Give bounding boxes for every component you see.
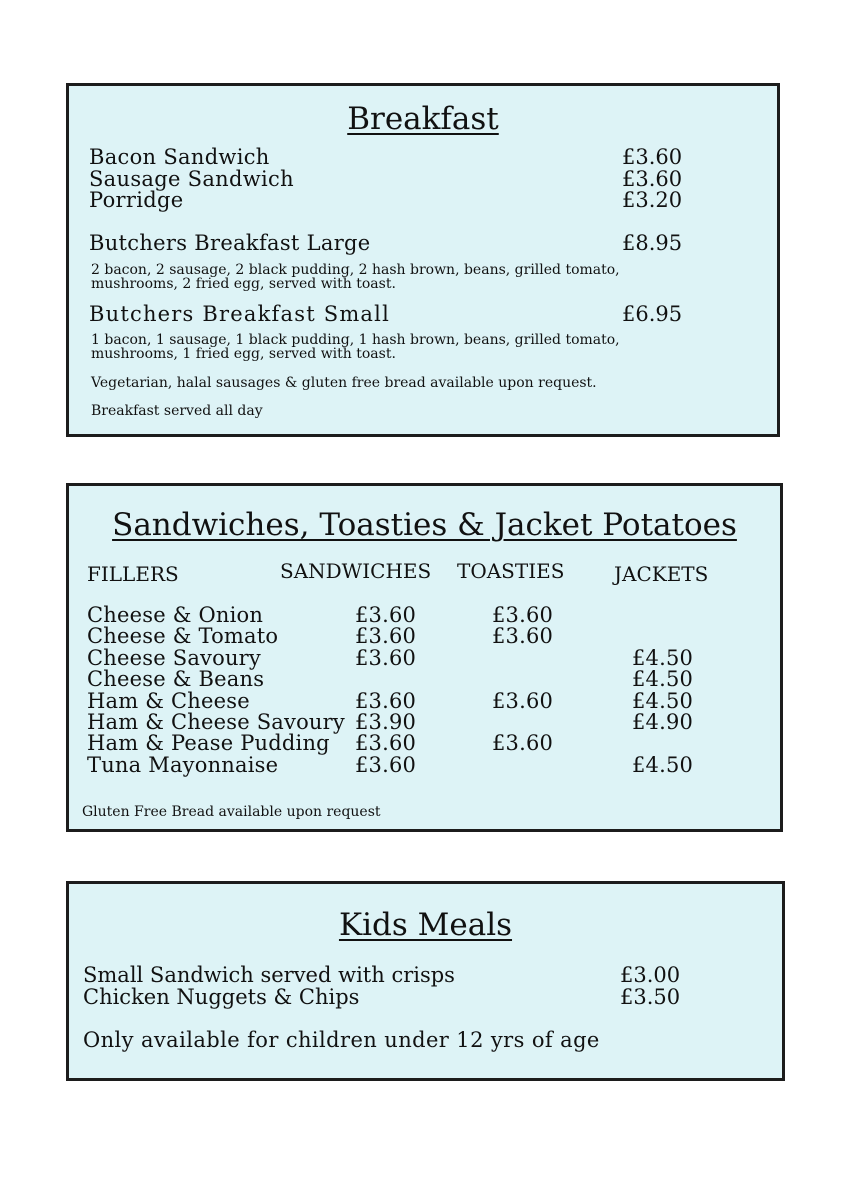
jacket-price: £4.50	[632, 752, 694, 777]
filler-name: Cheese & Onion	[87, 603, 264, 627]
filler-name: Ham & Pease Pudding	[87, 731, 330, 756]
gluten-free-note: Gluten Free Bread available upon request	[82, 804, 381, 820]
filler-name: Ham & Cheese	[87, 688, 250, 713]
menu-item-name: Chicken Nuggets & Chips	[83, 985, 360, 1009]
serving-note: Breakfast served all day	[91, 403, 263, 419]
column-header-sandwiches: SANDWICHES	[280, 559, 432, 583]
menu-item-name: Sausage Sandwich	[89, 167, 294, 191]
sandwich-price: £3.60	[355, 731, 417, 756]
breakfast-title: Breakfast	[347, 101, 499, 137]
toastie-price: £3.60	[492, 731, 554, 756]
toastie-price: £3.60	[492, 624, 554, 649]
jacket-price: £4.50	[632, 667, 694, 692]
small-breakfast-name: Butchers Breakfast Small	[89, 302, 390, 326]
column-header-jackets: JACKETS	[614, 562, 709, 586]
age-restriction-note: Only available for children under 12 yrs of age	[83, 1028, 600, 1052]
sandwiches-panel	[66, 483, 783, 832]
kids-meals-panel	[66, 881, 785, 1081]
sandwich-price: £3.60	[355, 688, 417, 713]
menu-item-price: £3.60	[622, 167, 683, 191]
sandwich-price: £3.60	[355, 752, 417, 777]
sandwich-price: £3.60	[355, 603, 417, 627]
large-breakfast-price: £8.95	[622, 231, 683, 255]
menu-item-name: Small Sandwich served with crisps	[83, 963, 455, 987]
menu-item-price: £3.00	[620, 963, 681, 987]
dietary-note: Vegetarian, halal sausages & gluten free bread available upon request.	[91, 375, 597, 391]
sandwich-price: £3.60	[355, 645, 417, 670]
small-breakfast-price: £6.95	[622, 302, 683, 326]
menu-item-name: Bacon Sandwich	[89, 145, 270, 169]
jacket-price: £4.50	[632, 645, 694, 670]
toastie-price: £3.60	[492, 688, 554, 713]
sandwich-price: £3.90	[355, 710, 417, 734]
breakfast-panel	[66, 83, 780, 437]
small-breakfast-description: 1 bacon, 1 sausage, 1 black pudding, 1 hash brown, beans, grilled tomato, mushrooms, 1 fried egg, served with toast.	[91, 332, 620, 362]
sandwiches-title: Sandwiches, Toasties & Jacket Potatoes	[112, 507, 737, 543]
toastie-price: £3.60	[492, 603, 554, 627]
large-breakfast-description: 2 bacon, 2 sausage, 2 black pudding, 2 hash brown, beans, grilled tomato, mushrooms, 2 fried egg, served with toast.	[91, 262, 620, 292]
filler-name: Cheese Savoury	[87, 645, 261, 670]
filler-name: Tuna Mayonnaise	[87, 752, 279, 777]
menu-item-price: £3.20	[622, 188, 683, 212]
menu-item-name: Porridge	[89, 188, 184, 212]
filler-name: Cheese & Tomato	[87, 624, 279, 649]
filler-name: Cheese & Beans	[87, 667, 265, 692]
jacket-price: £4.50	[632, 688, 694, 713]
filler-name: Ham & Cheese Savoury	[87, 710, 345, 734]
menu-item-price: £3.50	[620, 985, 681, 1009]
sandwich-price: £3.60	[355, 624, 417, 649]
jacket-price: £4.90	[632, 710, 694, 734]
column-header-toasties: TOASTIES	[457, 559, 565, 583]
menu-item-price: £3.60	[622, 145, 683, 169]
kids-meals-title: Kids Meals	[338, 907, 513, 943]
column-header-fillers: FILLERS	[87, 562, 179, 586]
large-breakfast-name: Butchers Breakfast Large	[89, 231, 371, 255]
